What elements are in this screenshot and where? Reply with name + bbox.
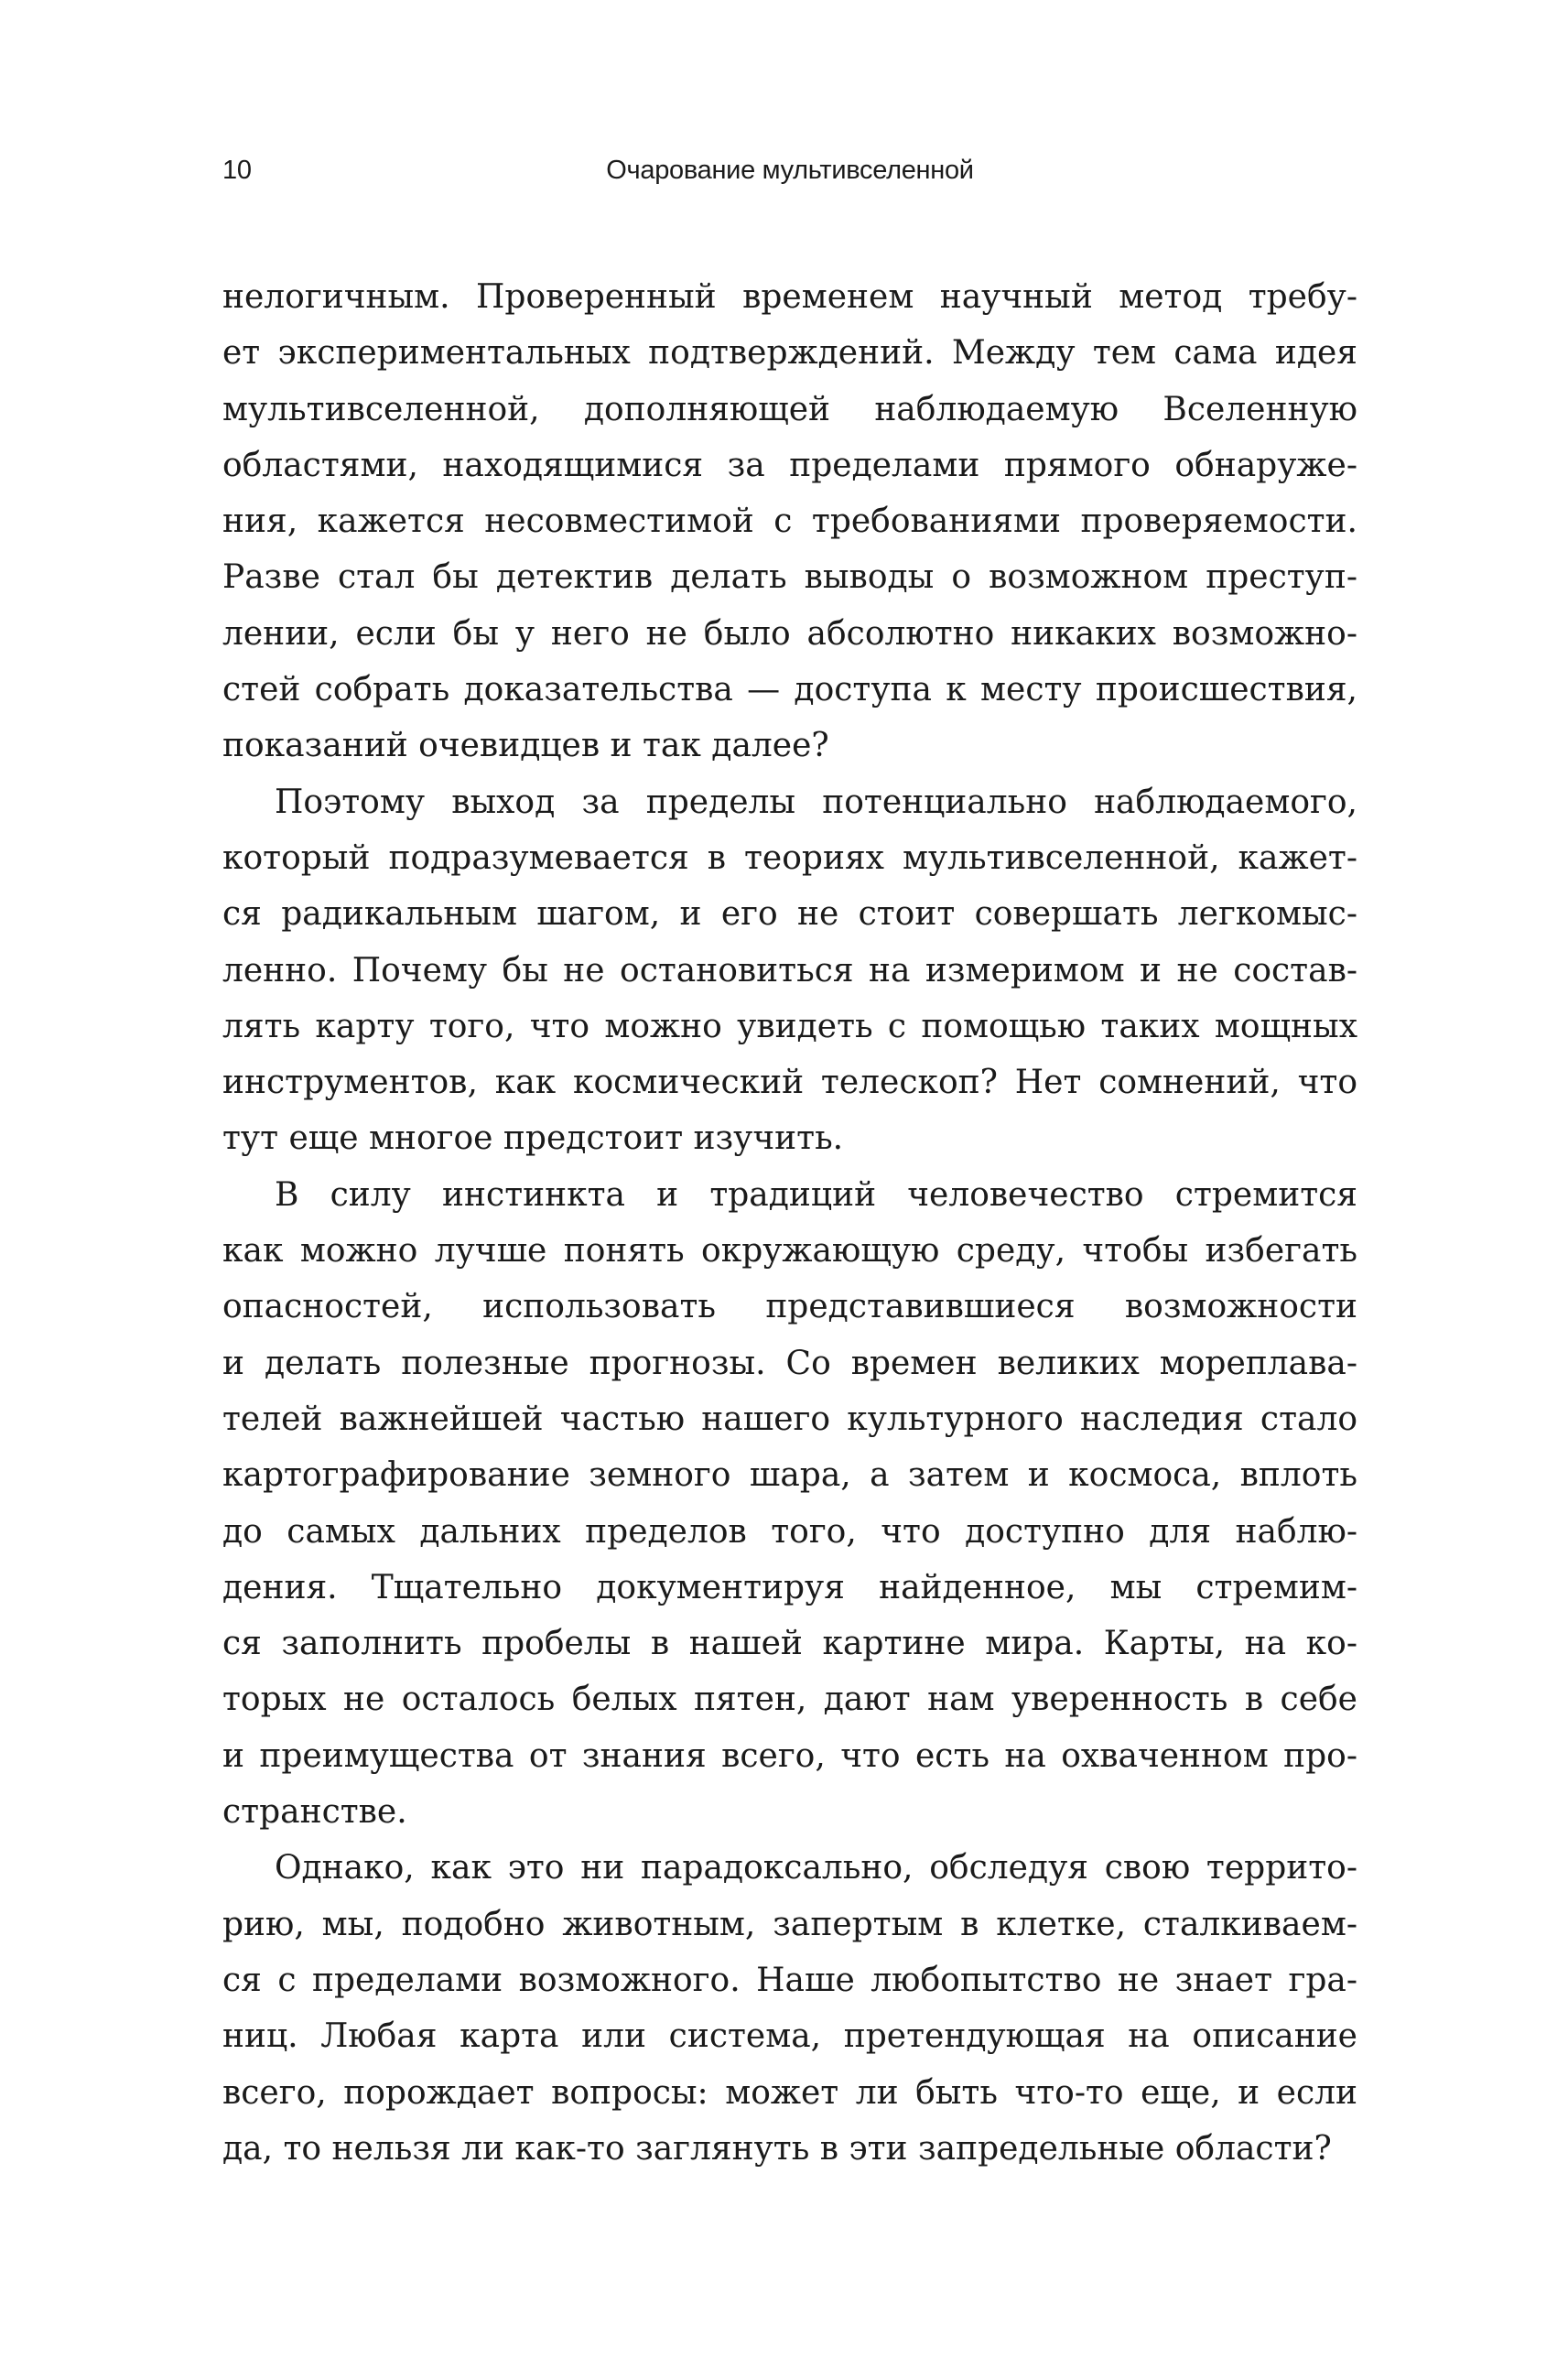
text-line: ниц. Любая карта или система, претендующая на описание — [222, 2017, 1357, 2056]
text-line: который подразумевается в теориях мультивселенной, кажет- — [222, 838, 1357, 877]
text-line: да, то нельзя ли как-то заглянуть в эти запредельные области? — [222, 2129, 1332, 2168]
text-line: ленно. Почему бы не остановиться на измеримом и не состав- — [222, 951, 1357, 989]
text-line: ся заполнить пробелы в нашей картине мира. Карты, на ко- — [222, 1625, 1357, 1663]
text-line: показаний очевидцев и так далее? — [222, 727, 829, 765]
text-line: нелогичным. Проверенный временем научный метод требу- — [222, 278, 1357, 316]
text-line: торых не осталось белых пятен, дают нам уверенность в себе — [222, 1681, 1357, 1719]
text-line: картографирование земного шара, а затем и космоса, вплоть — [222, 1456, 1357, 1495]
text-line: до самых дальних пределов того, что доступно для наблю- — [222, 1512, 1357, 1551]
paragraph — [222, 1840, 1357, 2177]
text-line: рию, мы, подобно животным, запертым в клетке, сталкиваем- — [222, 1905, 1357, 1943]
text-line: мультивселенной, дополняющей наблюдаемую Вселенную — [222, 390, 1357, 428]
text-line: как можно лучше понять окружающую среду, чтобы избегать — [222, 1232, 1357, 1271]
text-line: лять карту того, что можно увидеть с помощью таких мощных — [222, 1007, 1357, 1045]
text-line: странстве. — [222, 1793, 407, 1832]
text-line: тут еще многое предстоит изучить. — [222, 1119, 844, 1158]
paragraph — [222, 774, 1357, 1167]
text-line: Однако, как это ни парадоксально, обследуя свою террито- — [275, 1849, 1357, 1887]
text-line: ния, кажется несовместимой с требованиями проверяемости. — [222, 503, 1357, 541]
running-head — [222, 156, 1357, 192]
text-line: инструментов, как космический телескоп? Нет сомнений, что — [222, 1064, 1357, 1102]
page-number: 10 — [222, 156, 252, 185]
text-line: лении, если бы у него не было абсолютно никаких возможно- — [222, 614, 1357, 653]
body-text — [222, 269, 1357, 2177]
text-line: ся радикальным шагом, и его не стоит совершать легкомыс- — [222, 895, 1357, 934]
text-line: дения. Тщательно документируя найденное, мы стремим- — [222, 1568, 1357, 1606]
text-line: всего, порождает вопросы: может ли быть что-то еще, и если — [222, 2073, 1357, 2112]
text-line: В силу инстинкта и традиций человечество стремится — [275, 1175, 1357, 1214]
paragraph — [222, 1167, 1357, 1841]
text-line: Разве стал бы детектив делать выводы о возможном преступ- — [222, 558, 1357, 597]
text-line: стей собрать доказательства — доступа к месту происшествия, — [222, 671, 1357, 709]
text-line: ся с пределами возможного. Наше любопытство не знает гра- — [222, 1961, 1357, 1999]
text-line: опасностей, использовать представившиеся возможности — [222, 1288, 1357, 1326]
text-line: и преимущества от знания всего, что есть на охваченном про- — [222, 1736, 1357, 1775]
running-title: Очарование мультивселенной — [606, 156, 974, 185]
text-line: телей важнейшей частью нашего культурного наследия стало — [222, 1400, 1357, 1438]
paragraph — [222, 269, 1357, 774]
text-line: областями, находящимися за пределами прямого обнаруже- — [222, 446, 1357, 484]
text-line: ет экспериментальных подтверждений. Между тем сама идея — [222, 334, 1357, 373]
text-line: Поэтому выход за пределы потенциально наблюдаемого, — [275, 783, 1357, 821]
text-line: и делать полезные прогнозы. Со времен великих мореплава- — [222, 1344, 1357, 1382]
